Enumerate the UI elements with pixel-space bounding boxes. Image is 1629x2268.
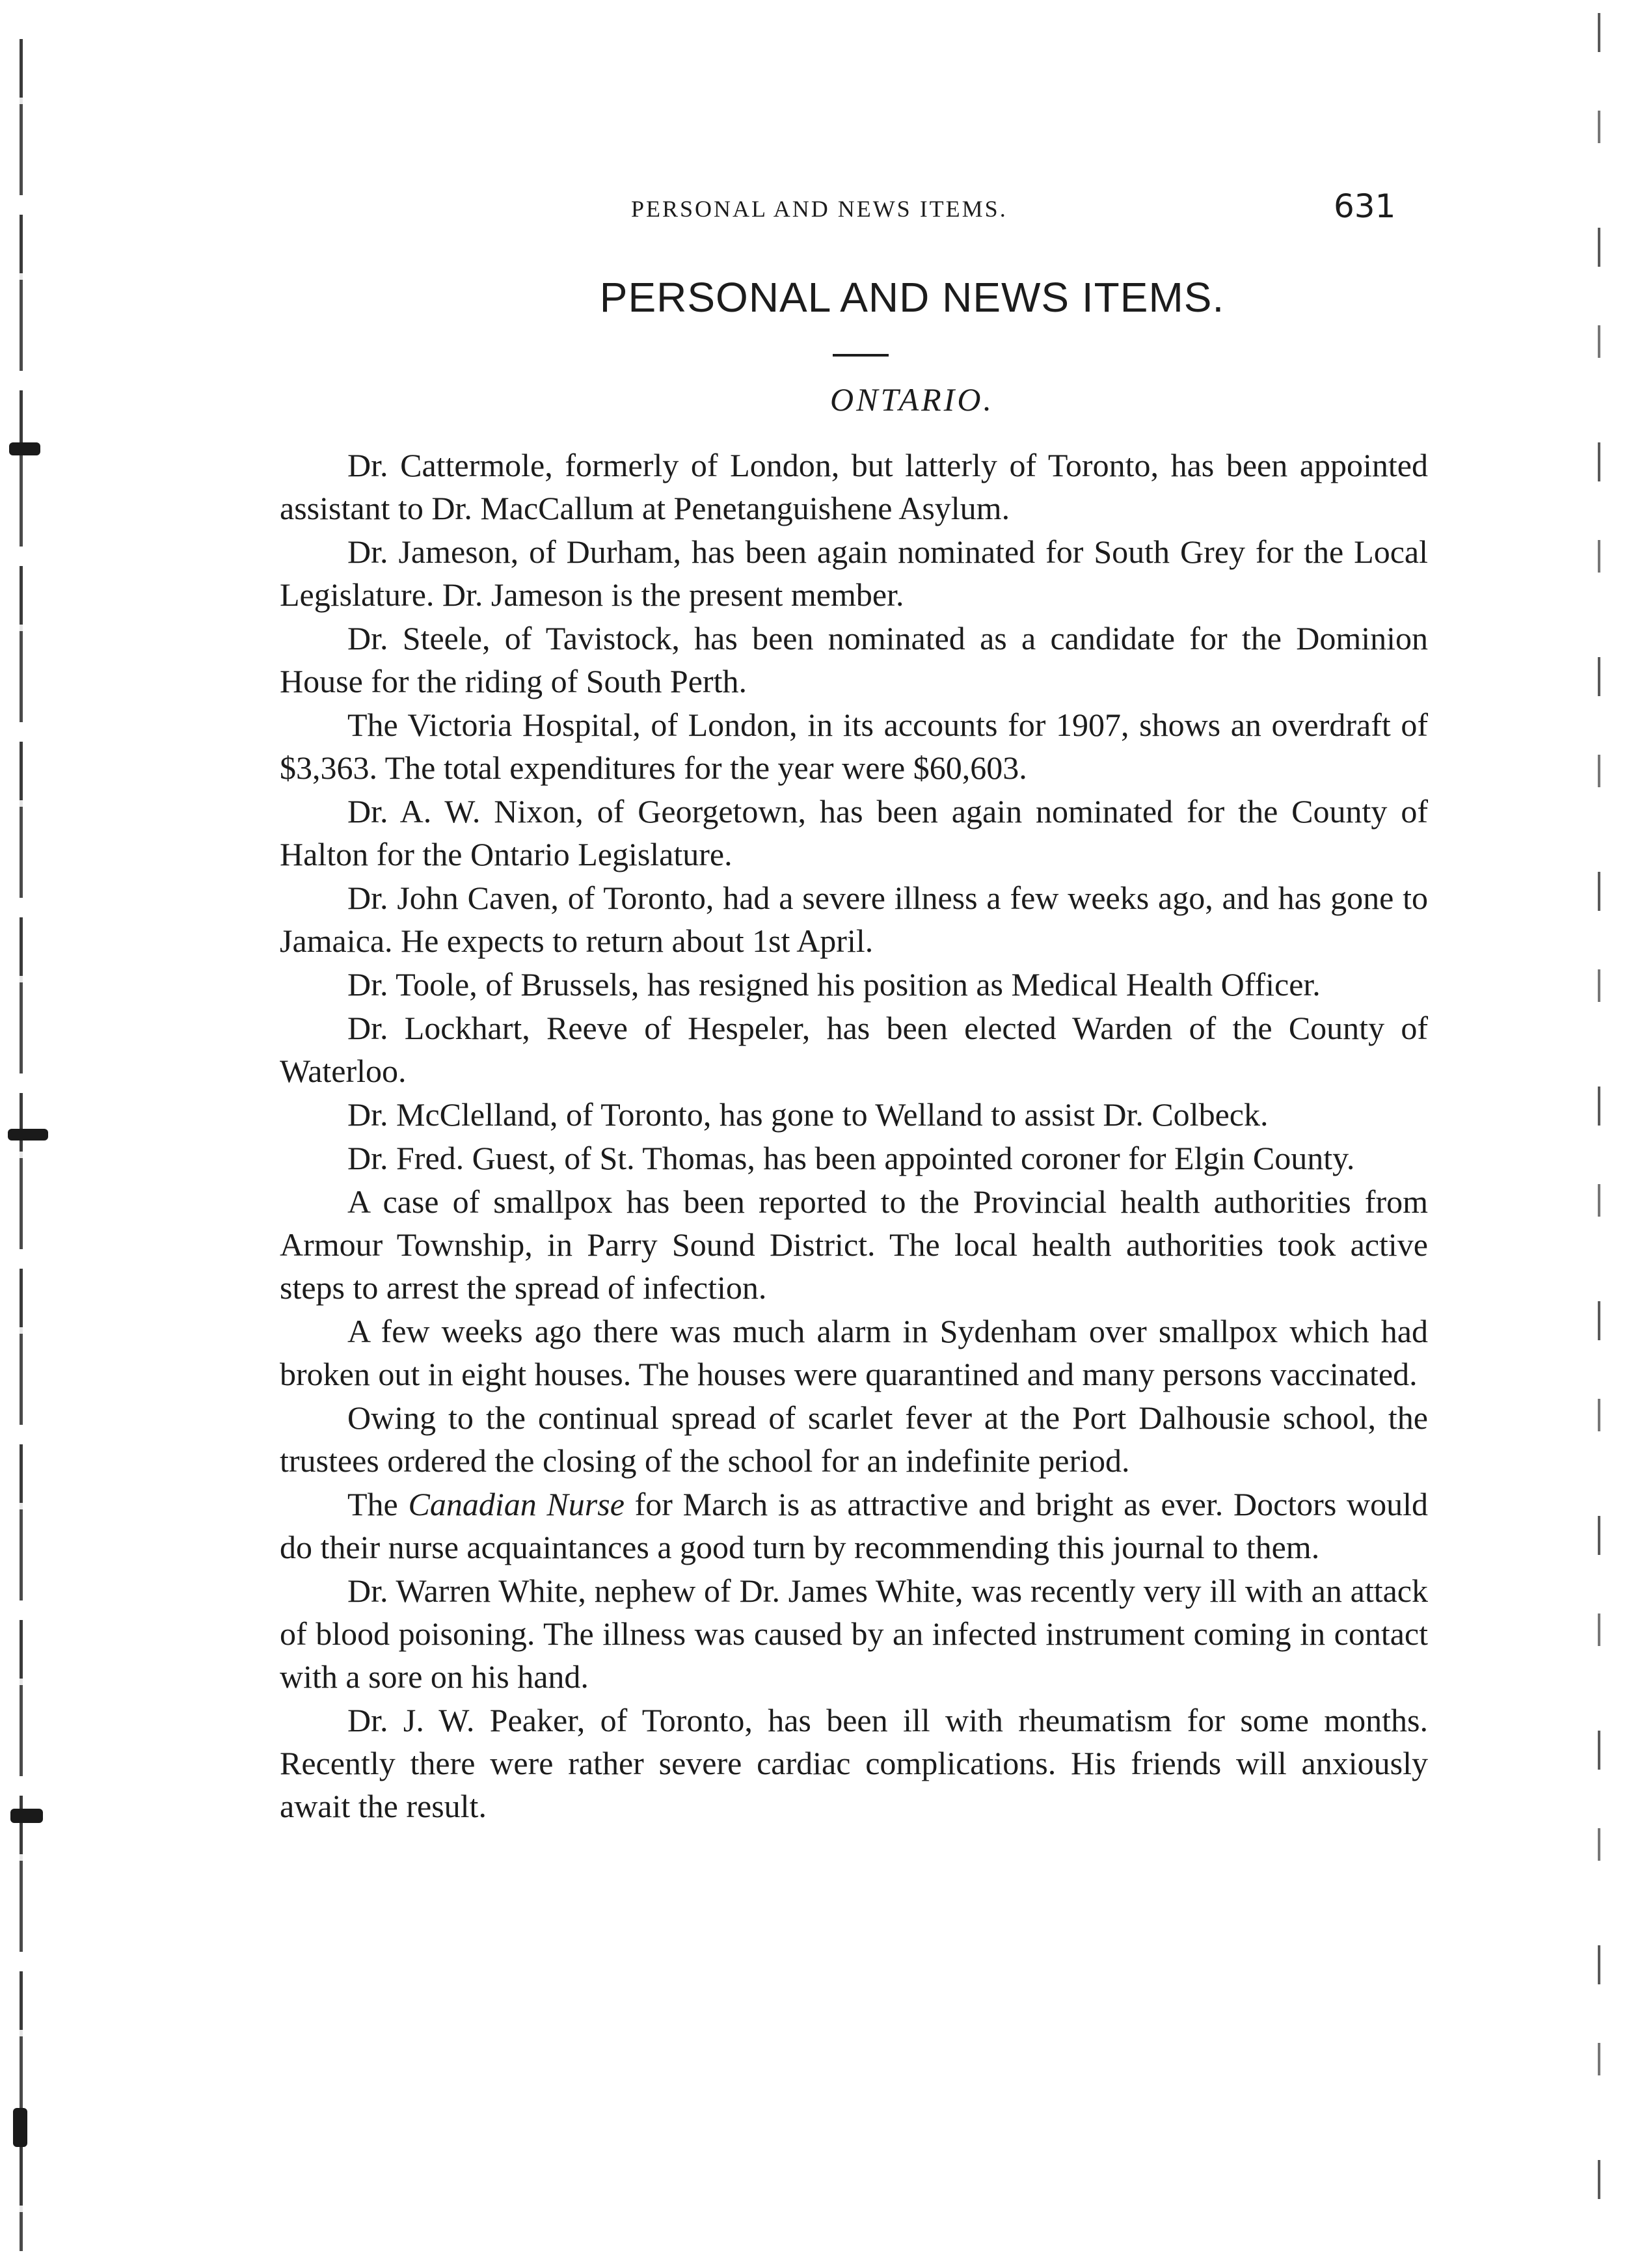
- news-item: Dr. J. W. Peaker, of Toronto, has been ill with rheumatism for some months. Recently there were rather severe cardiac complications. His friends will anxiously await the result.: [280, 1702, 1428, 1824]
- news-item-text: for March is as attractive and bright as ever. Doctors would do their nurse acquaintances a good turn by recommending this journal to them.: [280, 1486, 1429, 1565]
- news-item: [280, 1483, 1428, 1569]
- article-body: [280, 444, 1428, 1828]
- section-heading: ONTARIO.: [830, 381, 994, 418]
- news-item: Dr. Warren White, nephew of Dr. James White, was recently very ill with an attack of blood poisoning. The illness was caused by an infected instrument coming in contact with a sore on his hand.: [280, 1573, 1428, 1695]
- news-item: Dr. Jameson, of Durham, has been again nominated for South Grey for the Local Legislature. Dr. Jameson is the present member.: [280, 533, 1428, 613]
- news-item: Dr. Cattermole, formerly of London, but latterly of Toronto, has been appointed assistant to Dr. MacCallum at Penetanguishene Asylum.: [280, 447, 1428, 526]
- news-item: Dr. Steele, of Tavistock, has been nominated as a candidate for the Dominion House for the riding of South Perth.: [280, 620, 1428, 699]
- news-item: Dr. John Caven, of Toronto, had a severe illness a few weeks ago, and has gone to Jamaica. He expects to return about 1st April.: [280, 880, 1428, 959]
- right-scan-edge: [1598, 13, 1600, 2251]
- title-rule: [833, 354, 889, 357]
- news-item: A case of smallpox has been reported to the Provincial health authorities from Armour Township, in Parry Sound District. The local health authorities took active steps to arrest the spread of infection.: [280, 1183, 1428, 1306]
- news-item: Dr. McClelland, of Toronto, has gone to Welland to assist Dr. Colbeck.: [347, 1096, 1269, 1133]
- scan-blot: [10, 1809, 43, 1823]
- page-title: PERSONAL AND NEWS ITEMS.: [599, 274, 1225, 321]
- left-scan-edge: [20, 39, 23, 2251]
- scan-blot: [13, 2108, 27, 2147]
- news-item: Dr. A. W. Nixon, of Georgetown, has been again nominated for the County of Halton for the Ontario Legislature.: [280, 793, 1428, 872]
- news-item: A few weeks ago there was much alarm in Sydenham over smallpox which had broken out in eight houses. The houses were quarantined and many persons vaccinated.: [280, 1313, 1428, 1392]
- news-item: Dr. Lockhart, Reeve of Hespeler, has been elected Warden of the County of Waterloo.: [280, 1010, 1428, 1089]
- running-head: PERSONAL AND NEWS ITEMS.: [631, 196, 1008, 222]
- news-item: Dr. Fred. Guest, of St. Thomas, has been appointed coroner for Elgin County.: [347, 1140, 1355, 1176]
- scan-blot: [9, 442, 40, 455]
- scan-blot: [8, 1129, 48, 1141]
- journal-title: Canadian Nurse: [408, 1486, 625, 1522]
- news-item: The Victoria Hospital, of London, in its accounts for 1907, shows an overdraft of $3,363. The total expenditures for the year were $60,603.: [280, 707, 1428, 786]
- news-item: Dr. Toole, of Brussels, has resigned his position as Medical Health Officer.: [347, 966, 1321, 1003]
- news-item-text: The: [347, 1486, 409, 1522]
- page-number: 631: [1334, 187, 1396, 225]
- news-item: Owing to the continual spread of scarlet fever at the Port Dalhousie school, the trustees ordered the closing of the school for an indefinite period.: [280, 1399, 1428, 1479]
